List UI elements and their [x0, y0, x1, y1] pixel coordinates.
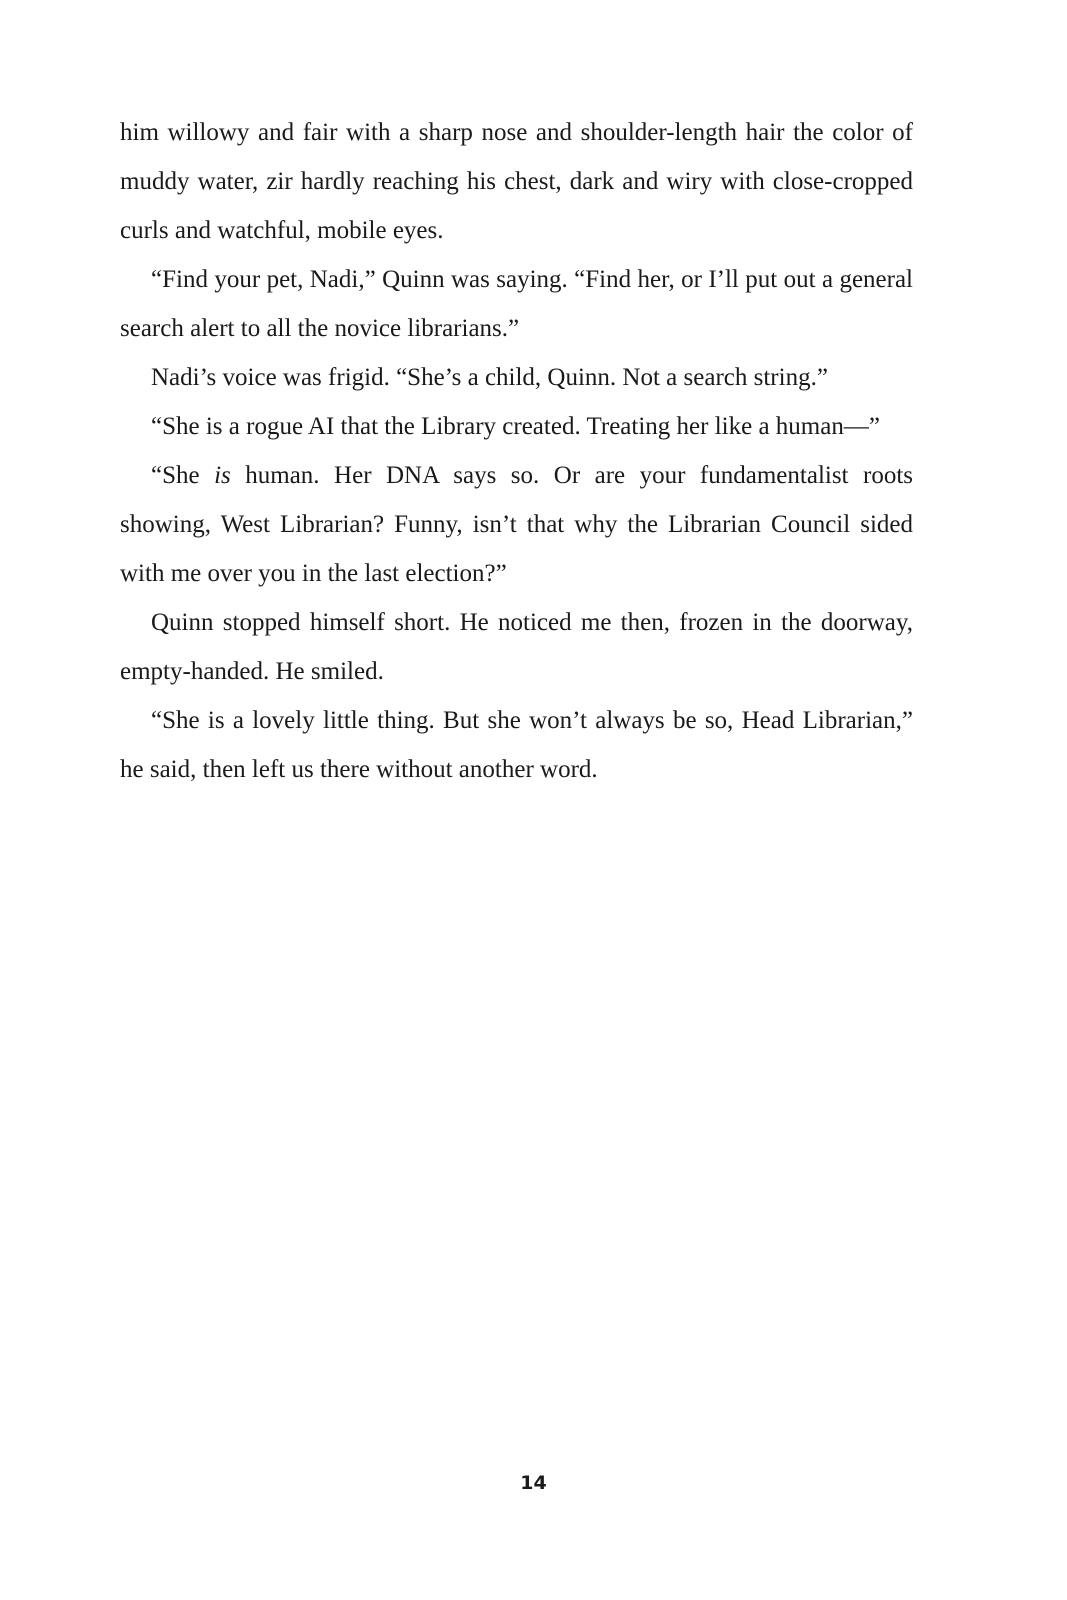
paragraph-she-is-human — [120, 451, 913, 598]
paragraph-text: Nadi’s voice was frigid. “She’s a child, Quinn. Not a search string.” — [151, 364, 828, 391]
paragraph-text: “She — [151, 462, 215, 489]
paragraph-quinn-find-pet — [120, 255, 913, 353]
paragraph-nadi-reply — [120, 353, 913, 402]
paragraph-text: Quinn stopped himself short. He noticed me then, frozen in the doorway, empty-handed. He smiled. — [120, 609, 913, 685]
paragraph-text: “Find your pet, Nadi,” Quinn was saying. “Find her, or I’ll put out a general search alert to all the novice librarians.” — [120, 266, 913, 342]
paragraph-continuation — [120, 108, 913, 255]
paragraph-quinn-stopped — [120, 598, 913, 696]
emphasis-text: is — [214, 462, 231, 489]
page-number: 14 — [520, 1472, 547, 1494]
paragraph-text: “She is a lovely little thing. But she won’t always be so, Head Librarian,” he said, then left us there without another word. — [120, 707, 913, 783]
body-text — [120, 108, 913, 794]
paragraph-text: human. Her DNA says so. Or are your fundamentalist roots showing, West Librarian? Funny, isn’t that why the Librarian Council sided with me over you in the last election?” — [120, 462, 913, 587]
paragraph-lovely-little-thing — [120, 696, 913, 794]
paragraph-text: him willowy and fair with a sharp nose and shoulder-length hair the color of muddy water, zir hardly reaching his chest, dark and wiry with close-cropped curls and watchful, mobile eyes. — [120, 119, 913, 244]
paragraph-text: “She is a rogue AI that the Library created. Treating her like a human—” — [151, 413, 880, 440]
paragraph-rogue-ai — [120, 402, 913, 451]
